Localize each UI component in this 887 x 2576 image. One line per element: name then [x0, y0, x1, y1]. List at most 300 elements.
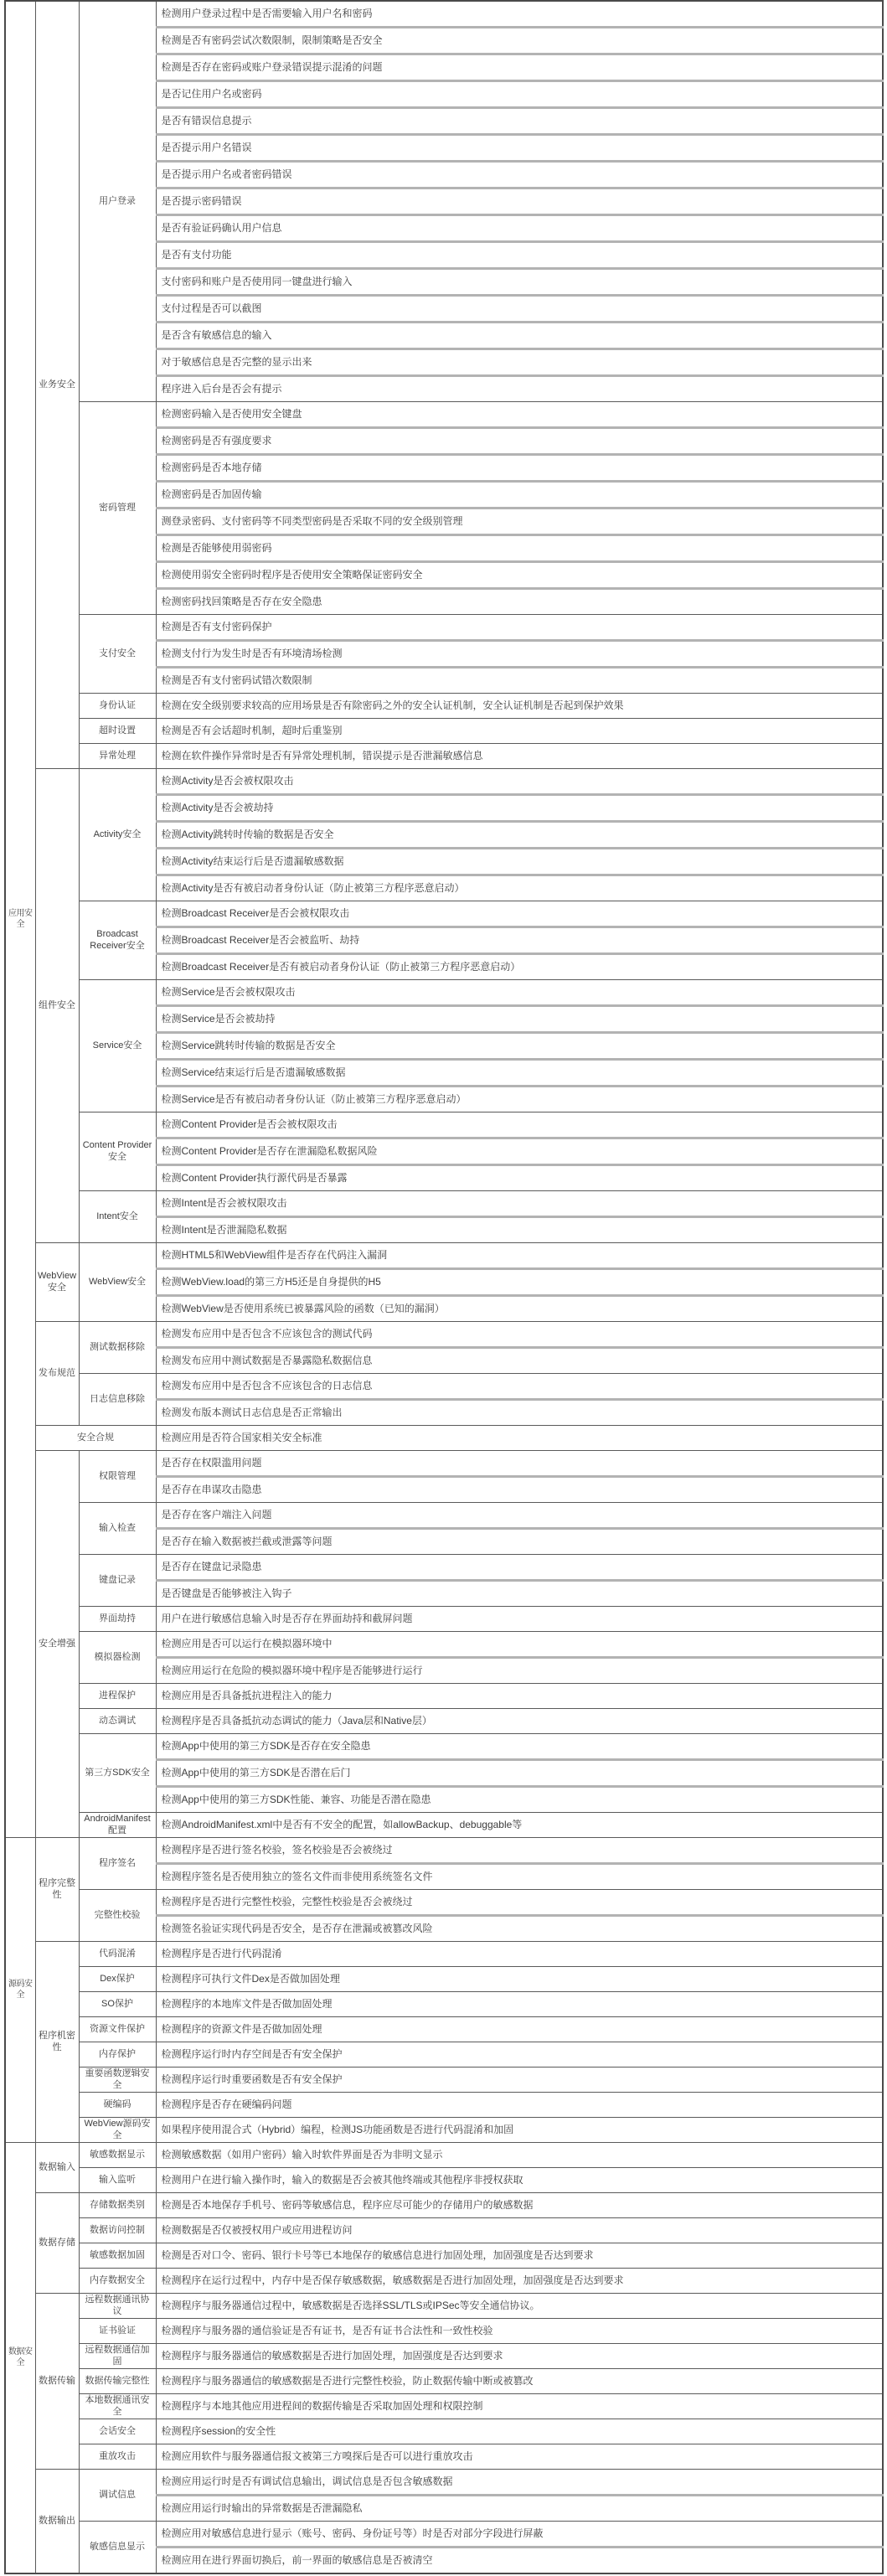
level3-category-label: Dex保护 — [100, 1973, 135, 1984]
check-item-label: 检测应用是否具备抵抗进程注入的能力 — [161, 1690, 333, 1701]
check-item — [156, 2419, 883, 2444]
level2-category — [35, 2193, 79, 2294]
check-item-label: 检测发布应用中是否包含不应该包含的测试代码 — [161, 1328, 373, 1340]
level3-category-label: 存储数据类别 — [90, 2199, 145, 2210]
check-item — [156, 1269, 883, 1296]
check-item — [156, 1322, 883, 1348]
check-item-label: 是否有支付功能 — [161, 249, 232, 261]
level3-category-label: Content Provider安全 — [82, 1139, 152, 1162]
check-item-label: 检测Activity是否有被启动者身份认证（防止被第三方程序恶意启动） — [161, 882, 465, 894]
check-item-label: 检测发布应用中测试数据是否暴露隐私数据信息 — [161, 1355, 373, 1366]
check-item — [156, 1967, 883, 1992]
level3-category — [79, 2470, 156, 2522]
check-item-label: 检测用户登录过程中是否需要输入用户名和密码 — [161, 8, 373, 19]
table-row — [5, 2042, 883, 2068]
level3-category — [79, 615, 156, 694]
check-item — [156, 1787, 883, 1813]
level2-category — [35, 1942, 79, 2143]
check-item-label: 用户在进行敏感信息输入时是否存在界面劫持和截屏问题 — [161, 1613, 413, 1624]
check-item — [156, 28, 883, 54]
check-item — [156, 2118, 883, 2143]
level2-category-merged — [35, 1426, 156, 1451]
check-item-label: 是否有验证码确认用户信息 — [161, 222, 282, 234]
level3-category-label: 模拟器检测 — [94, 1651, 141, 1662]
check-item-label: 检测应用软件与服务器通信报文被第三方嗅探后是否可以进行重放攻击 — [161, 2450, 473, 2462]
table-row — [5, 2344, 883, 2369]
table-row — [5, 1942, 883, 1967]
check-item-label: 检测在安全级别要求较高的应用场景是否有除密码之外的安全认证机制，安全认证机制是否起到保护效果 — [161, 699, 624, 711]
level3-category-label: 数据传输完整性 — [85, 2375, 150, 2386]
check-item-label: 检测App中使用的第三方SDK性能、兼容、功能是否潜在隐患 — [161, 1794, 431, 1805]
check-item-label: 检测Activity跳转时传输的数据是否安全 — [161, 829, 334, 840]
level3-category — [79, 2193, 156, 2218]
table-row — [5, 2168, 883, 2193]
table-row — [5, 2419, 883, 2444]
level3-category — [79, 694, 156, 719]
check-item-label: 对于敏感信息是否完整的显示出来 — [161, 356, 312, 368]
level3-category — [79, 2068, 156, 2093]
check-item — [156, 589, 883, 615]
level3-category — [79, 2444, 156, 2470]
table-row — [5, 2193, 883, 2218]
check-item — [156, 1191, 883, 1217]
level3-category-label: 界面劫持 — [99, 1613, 136, 1624]
check-item-label: 检测程序运行时内存空间是否有安全保护 — [161, 2048, 343, 2060]
check-item — [156, 1400, 883, 1426]
level3-category-label: 动态调试 — [99, 1715, 136, 1726]
check-item — [156, 1607, 883, 1632]
check-item-label: 检测App中使用的第三方SDK是否潜在后门 — [161, 1767, 351, 1778]
table-row — [5, 769, 883, 795]
table-row — [5, 1632, 883, 1658]
check-item — [156, 135, 883, 162]
level3-category-label: AndroidManifest配置 — [84, 1813, 151, 1835]
check-item — [156, 875, 883, 901]
table-row — [5, 2118, 883, 2143]
table-row — [5, 2068, 883, 2093]
check-item — [156, 1658, 883, 1684]
check-item-label: 是否键盘是否能够被注入钩子 — [161, 1587, 292, 1599]
check-item — [156, 2548, 883, 2574]
level3-category — [79, 2218, 156, 2243]
level3-category — [79, 2419, 156, 2444]
check-item — [156, 2444, 883, 2470]
check-item-label: 是否提示用户名错误 — [161, 142, 252, 153]
level1-category — [5, 1838, 35, 2143]
check-item-label: 检测AndroidManifest.xml中是否有不安全的配置，如allowBackup、debuggable等 — [161, 1819, 523, 1830]
check-item-label: 检测Service是否会被劫持 — [161, 1013, 276, 1025]
check-item-label: 检测发布版本测试日志信息是否正常输出 — [161, 1407, 343, 1418]
check-item — [156, 1426, 883, 1451]
check-item-label: 检测是否存在密码或账户登录错误提示混淆的问题 — [161, 61, 383, 73]
level3-category — [79, 2042, 156, 2068]
table-row — [5, 1503, 883, 1529]
level3-category-label: 测试数据移除 — [90, 1341, 145, 1352]
check-item — [156, 188, 883, 215]
check-item-label: 检测Service是否有被启动者身份认证（防止被第三方程序恶意启动） — [161, 1093, 467, 1105]
check-item — [156, 2168, 883, 2193]
table-row — [5, 2093, 883, 2118]
check-item — [156, 1477, 883, 1503]
level3-category-label: 程序签名 — [99, 1857, 136, 1868]
level3-category-label: 资源文件保护 — [90, 2023, 145, 2034]
level3-category-label: WebView安全 — [88, 1276, 147, 1287]
check-item — [156, 1838, 883, 1864]
level3-category-label: 密码管理 — [99, 502, 136, 513]
level3-category-label: 会话安全 — [99, 2425, 136, 2436]
table-row — [5, 2522, 883, 2548]
table-row — [5, 901, 883, 927]
level3-category-label: 本地数据通讯安全 — [85, 2394, 150, 2417]
table-row — [5, 2369, 883, 2394]
check-item-label: 是否存在串谋攻击隐患 — [161, 1484, 262, 1495]
level3-category-label: WebView源码安全 — [84, 2118, 151, 2140]
table-row — [5, 694, 883, 719]
table-row — [5, 1813, 883, 1838]
check-item-label: 测登录密码、支付密码等不同类型密码是否采取不同的安全级别管理 — [161, 515, 463, 527]
table-row — [5, 1112, 883, 1138]
check-item — [156, 2017, 883, 2042]
level3-category — [79, 2394, 156, 2419]
level3-category-label: 身份认证 — [99, 699, 136, 710]
level3-category — [79, 2118, 156, 2143]
check-item — [156, 2042, 883, 2068]
check-item — [156, 641, 883, 668]
check-item-label: 支付密码和账户是否使用同一键盘进行输入 — [161, 276, 353, 287]
check-item — [156, 402, 883, 428]
table-row — [5, 1322, 883, 1348]
check-item-label: 是否存在键盘记录隐患 — [161, 1561, 262, 1572]
check-item — [156, 1243, 883, 1269]
check-item-label: 检测Content Provider是否会被权限攻击 — [161, 1118, 338, 1130]
check-item — [156, 2093, 883, 2118]
table-row — [5, 1992, 883, 2017]
table-row — [5, 719, 883, 744]
level3-category — [79, 1112, 156, 1191]
level3-category-label: 远程数据通讯协议 — [85, 2294, 150, 2316]
check-item-label: 检测是否对口令、密码、银行卡号等已本地保存的敏感信息进行加固处理，加固强度是否达到要求 — [161, 2249, 594, 2261]
check-item-label: 检测程序是否具备抵抗动态调试的能力（Java层和Native层） — [161, 1715, 432, 1727]
check-item-label: 检测应用对敏感信息进行显示（账号、密码、身份证号等）时是否对部分字段进行屏蔽 — [161, 2527, 544, 2539]
check-item-label: 检测支付行为发生时是否有环境清场检测 — [161, 648, 343, 659]
check-item-label: 检测Service跳转时传输的数据是否安全 — [161, 1040, 336, 1051]
check-item — [156, 2143, 883, 2168]
check-item — [156, 2319, 883, 2344]
check-item-label: 检测程序可执行文件Dex是否做加固处理 — [161, 1973, 340, 1985]
check-item — [156, 2218, 883, 2243]
check-item-label: 检测WebView是否使用系统已被暴露风险的函数（已知的漏洞） — [161, 1303, 445, 1314]
check-item — [156, 2394, 883, 2419]
table-row — [5, 615, 883, 641]
table-row — [5, 2017, 883, 2042]
check-item-label: 是否含有敏感信息的输入 — [161, 329, 272, 341]
level3-category — [79, 1632, 156, 1684]
level3-category — [79, 1, 156, 402]
level1-category — [5, 2143, 35, 2574]
check-item — [156, 535, 883, 562]
check-item — [156, 1217, 883, 1243]
check-item — [156, 376, 883, 402]
check-item-label: 检测Broadcast Receiver是否会被权限攻击 — [161, 907, 350, 919]
check-item-label: 检测Service结束运行后是否遗漏敏感数据 — [161, 1066, 346, 1078]
check-item-label: 检测程序是否进行完整性校验，完整性校验是否会被绕过 — [161, 1896, 413, 1907]
check-item — [156, 1529, 883, 1555]
check-item — [156, 242, 883, 269]
level3-category — [79, 901, 156, 980]
table-row — [5, 1607, 883, 1632]
table-row — [5, 1734, 883, 1760]
check-item — [156, 1087, 883, 1112]
check-item-label: 检测程序签名是否使用独立的签名文件而非使用系统签名文件 — [161, 1871, 433, 1882]
check-item-label: 检测应用运行时输出的异常数据是否泄漏隐私 — [161, 2502, 363, 2514]
level3-category — [79, 1992, 156, 2017]
table-row — [5, 1967, 883, 1992]
check-item-label: 检测HTML5和WebView组件是否存在代码注入漏洞 — [161, 1249, 388, 1261]
check-item-label: 检测应用运行在危险的模拟器环境中程序是否能够进行运行 — [161, 1665, 423, 1676]
check-item-label: 是否存在输入数据被拦截或泄露等问题 — [161, 1536, 333, 1547]
level3-category-label: 硬编码 — [103, 2098, 132, 2109]
level2-category — [35, 1451, 79, 1838]
check-item — [156, 1374, 883, 1400]
level1-category-label: 源码安全 — [8, 1980, 33, 2000]
check-item — [156, 81, 883, 108]
check-item-label: 是否提示用户名或者密码错误 — [161, 168, 292, 180]
level3-category-label: 完整性校验 — [94, 1909, 141, 1920]
check-item-label: 检测是否本地保存手机号、密码等敏感信息，程序应尽可能少的存储用户的敏感数据 — [161, 2199, 534, 2211]
level3-category — [79, 1243, 156, 1322]
level3-category-label: 输入检查 — [99, 1522, 136, 1533]
level3-category-label: 重要函数逻辑安全 — [85, 2068, 150, 2090]
level3-category-label: 进程保护 — [99, 1690, 136, 1701]
check-item — [156, 1033, 883, 1060]
check-item-label: 检测Content Provider是否存在泄漏隐私数据风险 — [161, 1145, 378, 1157]
check-item-label: 检测是否有支付密码保护 — [161, 621, 272, 632]
level3-category — [79, 1709, 156, 1734]
check-item-label: 检测程序运行时重要函数是否有安全保护 — [161, 2073, 343, 2085]
check-item — [156, 562, 883, 589]
table-row — [5, 2143, 883, 2168]
check-item-label: 检测程序是否存在硬编码问题 — [161, 2098, 292, 2110]
level2-category-label: WebView安全 — [37, 1270, 77, 1293]
level3-category — [79, 1322, 156, 1374]
level1-category-label: 数据安全 — [8, 2347, 33, 2367]
table-row — [5, 744, 883, 769]
check-item-label: 检测程序与服务器通信的敏感数据是否进行完整性校验，防止数据传输中断或被篡改 — [161, 2375, 534, 2387]
check-item — [156, 2294, 883, 2319]
check-item — [156, 269, 883, 296]
table-row — [5, 980, 883, 1006]
check-item — [156, 1916, 883, 1942]
check-item — [156, 1942, 883, 1967]
security-test-checklist-table — [4, 0, 884, 2574]
check-item — [156, 1165, 883, 1191]
level3-category — [79, 2294, 156, 2319]
level3-category — [79, 2143, 156, 2168]
check-item-label: 是否记住用户名或密码 — [161, 88, 262, 100]
check-item — [156, 1581, 883, 1607]
check-item — [156, 694, 883, 719]
level3-category — [79, 2168, 156, 2193]
check-item — [156, 2068, 883, 2093]
check-item-label: 检测Intent是否会被权限攻击 — [161, 1197, 287, 1209]
level3-category — [79, 1503, 156, 1555]
check-item — [156, 215, 883, 242]
checklist-table-body — [5, 1, 883, 2573]
level3-category — [79, 2344, 156, 2369]
level3-category — [79, 2319, 156, 2344]
table-row — [5, 1709, 883, 1734]
level3-category — [79, 1734, 156, 1813]
check-item — [156, 2269, 883, 2294]
level2-category — [35, 2294, 79, 2470]
check-item — [156, 2369, 883, 2394]
level3-category-label: 日志信息移除 — [90, 1393, 145, 1404]
table-row — [5, 1555, 883, 1581]
level2-category-label: 组件安全 — [39, 999, 75, 1010]
level2-category-label: 数据输出 — [39, 2515, 75, 2526]
level2-category-label: 数据输入 — [39, 2161, 75, 2172]
table-row — [5, 402, 883, 428]
check-item — [156, 1760, 883, 1787]
check-item-label: 检测应用是否符合国家相关安全标准 — [161, 1432, 322, 1443]
check-item — [156, 1684, 883, 1709]
level2-category-label: 程序机密性 — [39, 2030, 75, 2052]
check-item-label: 程序进入后台是否会有提示 — [161, 383, 282, 395]
level3-category — [79, 719, 156, 744]
check-item-label: 检测程序在运行过程中，内存中是否保存敏感数据，敏感数据是否进行加固处理，加固强度是否达到要求 — [161, 2274, 624, 2286]
level3-category — [79, 1942, 156, 1967]
check-item-label: 检测是否有会话超时机制，超时后重鉴别 — [161, 725, 343, 736]
check-item-label: 检测Service是否会被权限攻击 — [161, 986, 296, 998]
check-item-label: 检测密码是否本地存储 — [161, 462, 262, 473]
check-item — [156, 980, 883, 1006]
check-item — [156, 2470, 883, 2496]
level2-category — [35, 1322, 79, 1426]
level3-category — [79, 2093, 156, 2118]
check-item-label: 检测是否有支付密码试错次数限制 — [161, 674, 312, 686]
check-item-label: 检测密码是否加固传输 — [161, 488, 262, 500]
table-row — [5, 2218, 883, 2243]
level3-category — [79, 2017, 156, 2042]
level3-category — [79, 1555, 156, 1607]
check-item-label: 检测应用在进行界面切换后，前一界面的敏感信息是否被清空 — [161, 2554, 433, 2566]
check-item — [156, 1555, 883, 1581]
check-item-label: 检测签名验证实现代码是否安全，是否存在泄漏或被篡改风险 — [161, 1923, 433, 1934]
check-item — [156, 1709, 883, 1734]
table-row — [5, 1, 883, 28]
check-item — [156, 1503, 883, 1529]
level2-category-label: 发布规范 — [39, 1367, 75, 1378]
check-item-label: 检测应用是否可以运行在模拟器环境中 — [161, 1638, 333, 1649]
level3-category — [79, 1191, 156, 1243]
check-item — [156, 455, 883, 482]
check-item — [156, 1734, 883, 1760]
check-item-label: 检测数据是否仅被授权用户或应用进程访问 — [161, 2224, 353, 2236]
level3-category-label: 敏感数据加固 — [90, 2249, 145, 2260]
check-item — [156, 162, 883, 188]
check-item — [156, 901, 883, 927]
check-item — [156, 822, 883, 849]
level3-category-label: Activity安全 — [93, 829, 142, 839]
level3-category — [79, 1890, 156, 1942]
level3-category — [79, 2522, 156, 2574]
check-item-label: 检测密码找回策略是否存在安全隐患 — [161, 596, 322, 607]
level3-category — [79, 1813, 156, 1838]
check-item — [156, 927, 883, 954]
check-item-label: 检测程序的本地库文件是否做加固处理 — [161, 1998, 333, 2010]
check-item — [156, 54, 883, 81]
check-item — [156, 2344, 883, 2369]
table-row — [5, 1191, 883, 1217]
check-item — [156, 795, 883, 822]
level2-category-label: 程序完整性 — [39, 1877, 75, 1900]
check-item-label: 检测是否能够使用弱密码 — [161, 542, 272, 554]
check-item — [156, 349, 883, 376]
level2-category-label: 业务安全 — [39, 379, 75, 390]
level1-category-label: 应用安全 — [8, 909, 33, 929]
check-item — [156, 1632, 883, 1658]
check-item — [156, 954, 883, 980]
check-item — [156, 1890, 883, 1916]
level3-category — [79, 1967, 156, 1992]
level1-category — [5, 1, 35, 1838]
table-row — [5, 1243, 883, 1269]
table-row — [5, 1684, 883, 1709]
check-item — [156, 1348, 883, 1374]
check-item-label: 检测发布应用中是否包含不应该包含的日志信息 — [161, 1380, 373, 1391]
level3-category — [79, 2369, 156, 2394]
level3-category-label: SO保护 — [101, 1998, 133, 2009]
table-row — [5, 2444, 883, 2470]
level3-category-label: 权限管理 — [99, 1470, 136, 1481]
level2-category-label: 数据存储 — [39, 2237, 75, 2248]
level3-category — [79, 1838, 156, 1890]
check-item — [156, 1006, 883, 1033]
level3-category — [79, 1451, 156, 1503]
level2-category-label: 安全增强 — [39, 1638, 75, 1649]
check-item — [156, 719, 883, 744]
level3-category-label: 证书验证 — [99, 2325, 136, 2336]
table-row — [5, 2394, 883, 2419]
level3-category — [79, 2269, 156, 2294]
level3-category-label: 异常处理 — [99, 750, 136, 761]
level3-category — [79, 402, 156, 615]
level2-category — [35, 1838, 79, 1942]
check-item-label: 检测程序与本地其他应用进程间的数据传输是否采取加固处理和权限控制 — [161, 2400, 483, 2412]
table-row — [5, 2243, 883, 2269]
level3-category-label: 调试信息 — [99, 2489, 136, 2500]
check-item — [156, 1451, 883, 1477]
check-item — [156, 323, 883, 349]
level3-category-label: 重放攻击 — [99, 2450, 136, 2461]
check-item-label: 检测应用运行时是否有调试信息输出，调试信息是否包含敏感数据 — [161, 2475, 453, 2487]
check-item-label: 检测程序与服务器的通信验证是否有证书，是否有证书合法性和一致性校验 — [161, 2325, 493, 2336]
check-item — [156, 1296, 883, 1322]
check-item-label: 检测Broadcast Receiver是否会被监听、劫持 — [161, 934, 360, 946]
table-row — [5, 1451, 883, 1477]
check-item-label: 检测程序的资源文件是否做加固处理 — [161, 2023, 322, 2035]
check-item-label: 是否提示密码错误 — [161, 195, 242, 207]
check-item-label: 检测Activity是否会被权限攻击 — [161, 775, 294, 787]
table-row — [5, 1890, 883, 1916]
level2-category — [35, 2143, 79, 2193]
check-item — [156, 482, 883, 508]
check-item-label: 检测程序与服务器通信过程中，敏感数据是否选择SSL/TLS或IPSec等安全通信协议。 — [161, 2300, 540, 2311]
check-item-label: 支付过程是否可以截图 — [161, 302, 262, 314]
check-item-label: 检测密码输入是否使用安全键盘 — [161, 408, 302, 420]
table-row — [5, 2319, 883, 2344]
check-item — [156, 428, 883, 455]
